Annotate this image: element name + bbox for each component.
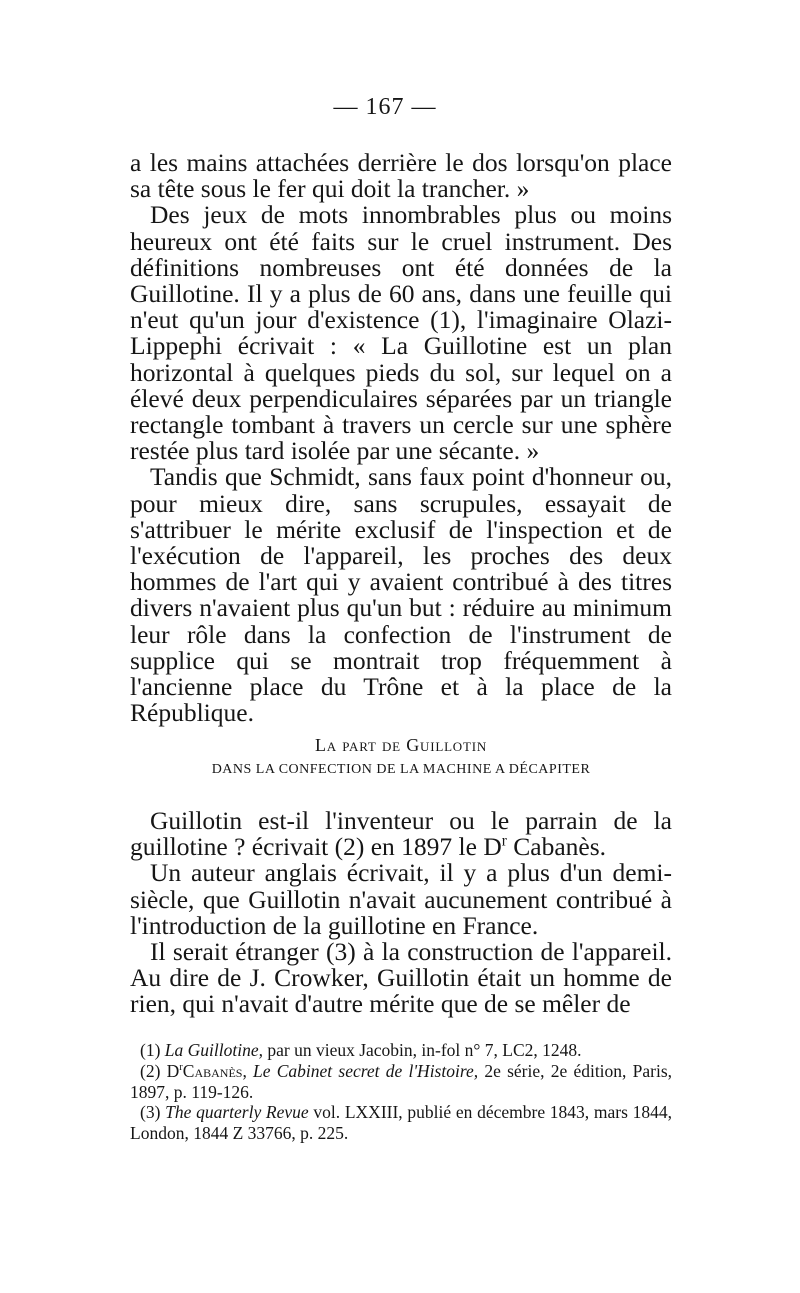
body-text-2 [130,808,672,1018]
footnote-2-author-sup: r [179,1061,183,1073]
footnote-2-author-d: D [166,1060,180,1081]
paragraph-4 [130,808,672,860]
footnote-1-title: La Guillotine, [164,1040,263,1060]
body-text [130,150,672,726]
section-title: La part de Guillotin [314,735,488,755]
footnote-3-text: vol. LXXIII, publié en décembre 1843, mars 1844, London, 1844 Z 33766, p. 225. [130,1102,672,1144]
paragraph-1: a les mains attachées derrière le dos lorsqu'on place sa tête sous le fer qui doit la trancher. » [130,148,672,204]
footnote-1-text: par un vieux Jacobin, in-fol n° 7, LC2, 1248. [262,1040,582,1060]
paragraph-4-sup: r [501,832,507,850]
footnote-1-number: (1) [140,1040,161,1060]
paragraph-2: Des jeux de mots innombrables plus ou moins heureux ont été faits sur le cruel instrument. Des définitions nombreuses ont été données de la Guillotine. Il y a plus de 60 ans, dans une feuille qui n'eut qu'un jour d'existence (1), l'imaginaire Olazi-Lippephi écrivait : « La Guillotine est un plan horizontal à quelques pieds du sol, sur lequel on a élevé deux perpendiculaires séparées par un triangle rectangle tombant à travers un cercle sur une sphère restée plus tard isolée par une sécante. » [130,200,672,466]
paragraph-3: Tandis que Schmidt, sans faux point d'honneur ou, pour mieux dire, sans scrupules, essayait de s'attribuer le mérite exclusif de l'inspection et de l'exécution de l'appareil, les proches des deux hommes de l'art qui y avaient contribué à des titres divers n'avaient plus qu'un but : réduire au minimum leur rôle dans la confection de l'instrument de supplice qui se montrait trop fréquemment à l'ancienne place du Trône et à la place de la République. [130,462,672,728]
paragraph-4-end: Cabanès. [506,832,607,862]
footnote-2-text: 2e série, 2e édition, Paris, 1897, p. 119-126. [130,1060,673,1102]
section-subtitle: DANS LA CONFECTION DE LA MACHINE A DÉCAPITER [211,762,591,777]
footnote-2 [130,1061,672,1103]
footnote-3 [130,1102,672,1144]
footnote-3-title: The quarterly Revue [165,1102,309,1123]
paragraph-6: Il serait étranger (3) à la construction de l'appareil. Au dire de J. Crowker, Guillotin était un homme de rien, qui n'avait d'autre mérite que de se mêler de [130,937,672,1019]
footnote-2-author: Cabanès, [182,1060,247,1081]
paragraph-5: Un auteur anglais écrivait, il y a plus d'un demi-siècle, que Guillotin n'avait aucunement contribué à l'introduction de la guillotine en France. [130,858,672,940]
paragraph-4-start: Guillotin est-il l'inventeur ou le parrain de la guillotine ? écrivait (2) en 1897 le D [130,806,672,862]
footnotes [130,1040,672,1144]
footnote-3-number: (3) [140,1102,161,1123]
footnote-2-title: Le Cabinet secret de l'Histoire, [253,1060,479,1081]
footnote-2-number: (2) [140,1060,161,1081]
footnote-1 [130,1040,672,1061]
section-heading [130,733,672,780]
page-number: — 167 — [333,94,437,120]
